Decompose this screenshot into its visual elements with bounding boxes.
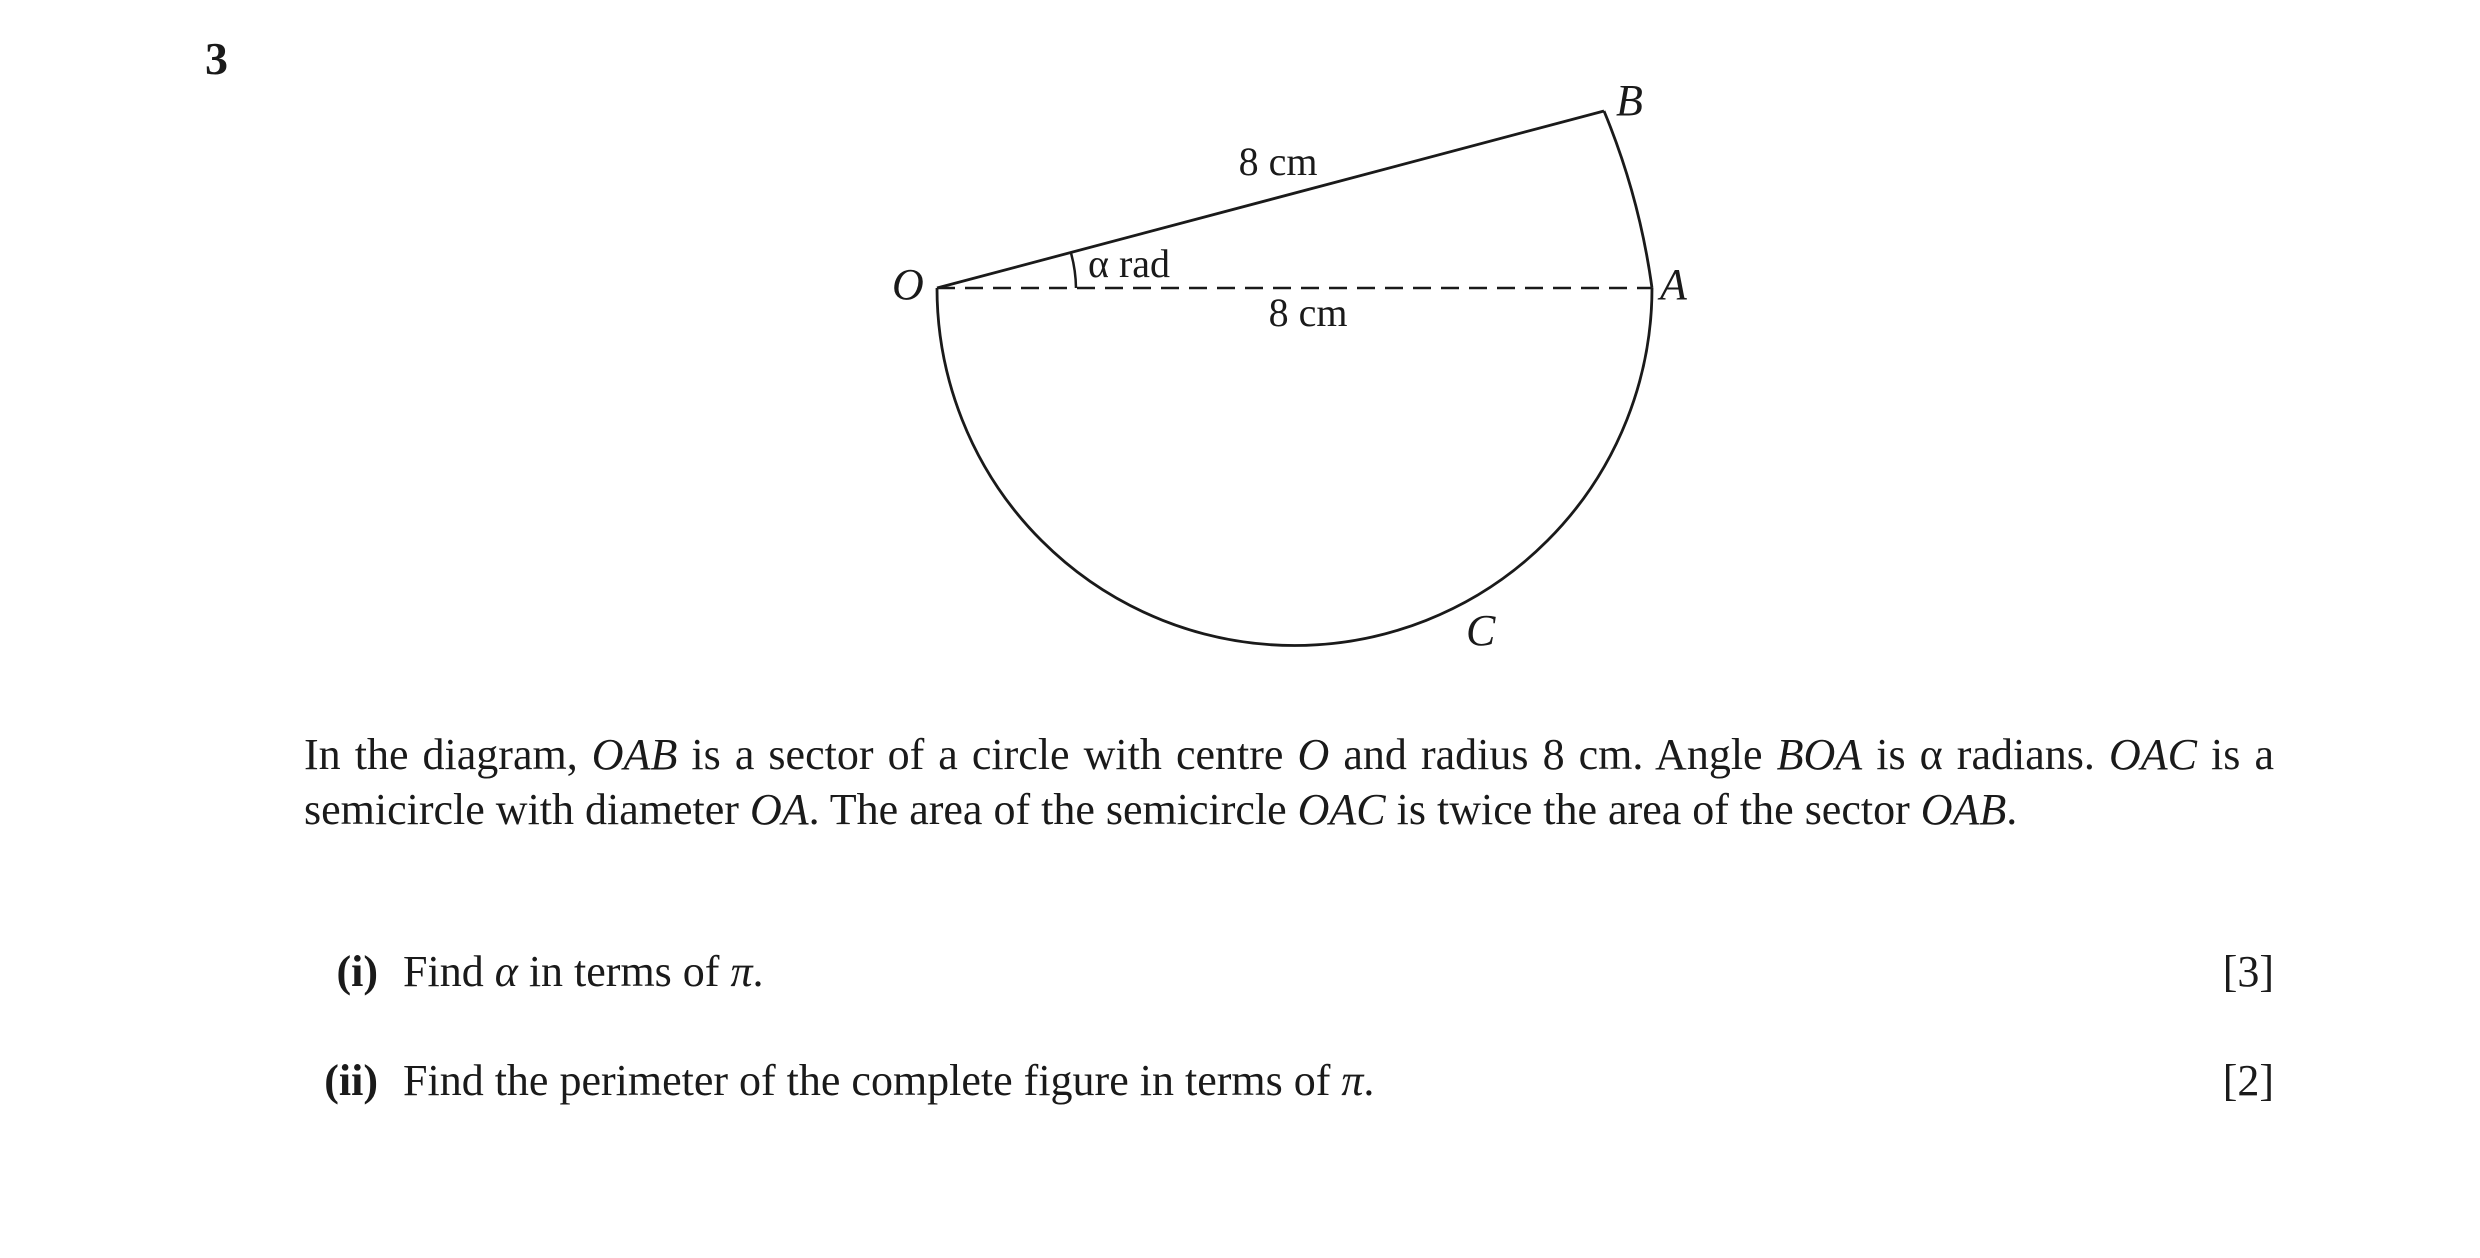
point-b-label: B <box>1616 76 1643 125</box>
stem-text: is α radians. <box>1862 730 2109 779</box>
question-part-i <box>0 942 2274 1002</box>
part-label: (ii) <box>324 1056 378 1105</box>
point-a-label: A <box>1660 260 1687 309</box>
stem-math: OAB <box>1920 785 2007 834</box>
part-label: (i) <box>336 947 378 996</box>
part-marks: [2] <box>2222 1056 2274 1105</box>
stem-math: OAB <box>591 730 678 779</box>
question-part-ii <box>0 1051 2274 1111</box>
part-text-segment: . <box>752 947 764 996</box>
angle-marker <box>1071 253 1076 288</box>
stem-math: O <box>1297 730 1330 779</box>
part-math: π <box>730 947 753 996</box>
stem-math: OA <box>749 785 809 834</box>
part-text-segment: Find the perimeter of the complete figure in terms of <box>403 1056 1342 1105</box>
stem-text: . The area of the semicircle <box>808 785 1298 834</box>
point-c-label: C <box>1466 606 1496 655</box>
stem-text: In the diagram, <box>304 730 592 779</box>
label-side-oa: 8 cm <box>1268 290 1348 335</box>
part-text <box>403 942 764 1002</box>
part-math: α <box>494 947 518 996</box>
point-o-label: O <box>892 260 924 309</box>
stem-text: is a semicircle with diameter <box>304 730 2274 834</box>
stem-text: is a sector of a circle with centre <box>677 730 1298 779</box>
part-marks: [3] <box>2222 947 2274 996</box>
stem-math: BOA <box>1776 730 1863 779</box>
question-number: 3 <box>205 33 228 84</box>
semicircle-arc-oca <box>937 288 1652 646</box>
stem-text: . <box>2006 785 2018 834</box>
part-text-segment: . <box>1363 1056 1375 1105</box>
label-side-ob: 8 cm <box>1238 139 1318 184</box>
stem-text: is twice the area of the sector <box>1385 785 1921 834</box>
part-text-segment: Find <box>403 947 495 996</box>
stem-text: and radius 8 cm. Angle <box>1329 730 1777 779</box>
sector-arc-ba <box>1604 111 1652 288</box>
question-stem <box>304 727 2274 837</box>
radius-ob <box>937 111 1604 288</box>
part-text-segment: in terms of <box>517 947 731 996</box>
part-math: π <box>1341 1056 1364 1105</box>
angle-label: α rad <box>1088 241 1171 286</box>
stem-math: OAC <box>1297 785 1386 834</box>
part-text <box>403 1051 1374 1111</box>
stem-math: OAC <box>2108 730 2197 779</box>
